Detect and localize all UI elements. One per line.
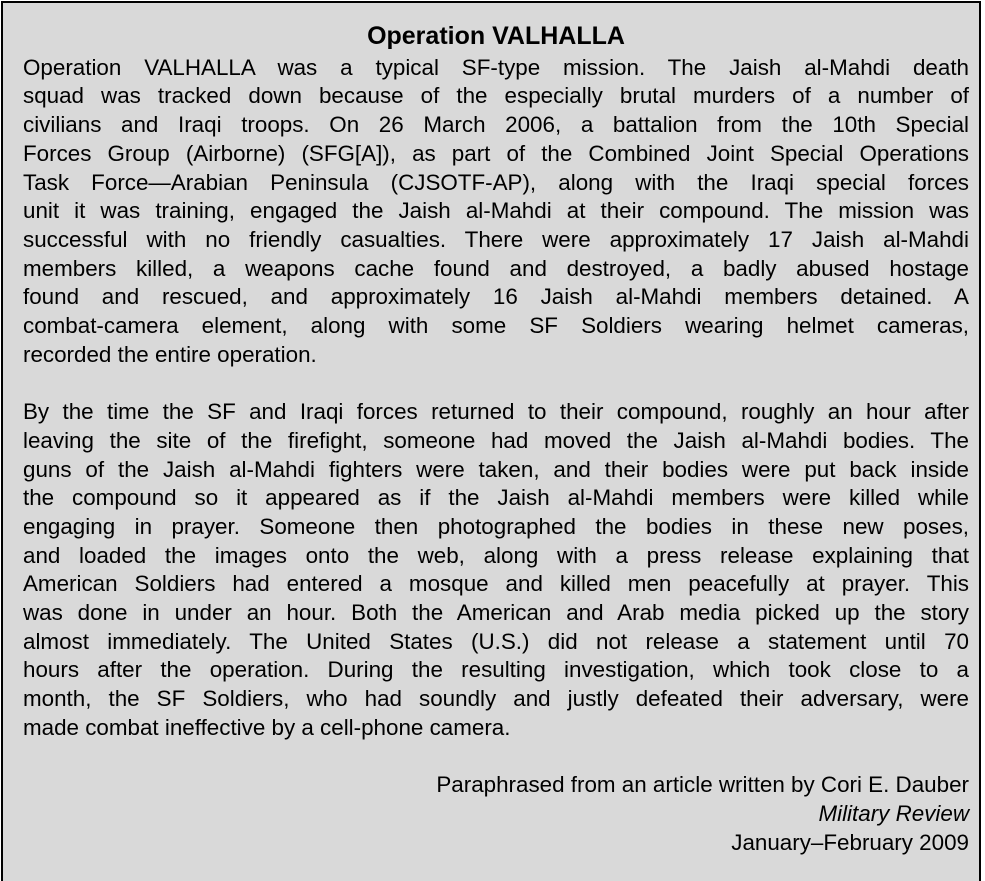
- text-line: American Soldiers had entered a mosque and killed men peacefully at prayer. This: [23, 571, 969, 597]
- text-line: recorded the entire operation.: [23, 341, 317, 367]
- paragraph-gap: [23, 743, 969, 772]
- text-line: combat-camera element, along with some SF Soldiers wearing helmet cameras,: [23, 313, 969, 339]
- text-line: the compound so it appeared as if the Jaish al-Mahdi members were killed while: [23, 485, 969, 511]
- text-line: guns of the Jaish al-Mahdi fighters were taken, and their bodies were put back inside: [23, 456, 969, 482]
- text-line: and loaded the images onto the web, along with a press release explaining that: [23, 542, 969, 568]
- text-line: unit it was training, engaged the Jaish al-Mahdi at their compound. The mission was: [23, 198, 969, 224]
- text-line: Forces Group (Airborne) (SFG[A]), as part of the Combined Joint Special Operations: [23, 140, 969, 166]
- sidebar-box: [1, 1, 981, 881]
- text-line: month, the SF Soldiers, who had soundly and justly defeated their adversary, were: [23, 686, 969, 712]
- text-line: made combat ineffective by a cell-phone camera.: [23, 714, 511, 740]
- text-line: members killed, a weapons cache found and destroyed, a badly abused hostage: [23, 255, 969, 281]
- paragraph-1: [23, 54, 969, 370]
- text-line: successful with no friendly casualties. There were approximately 17 Jaish al-Mahdi: [23, 226, 969, 252]
- text-line: Task Force—Arabian Peninsula (CJSOTF-AP), along with the Iraqi special forces: [23, 169, 969, 195]
- text-line: By the time the SF and Iraqi forces returned to their compound, roughly an hour after: [23, 399, 969, 425]
- text-line: found and rescued, and approximately 16 Jaish al-Mahdi members detained. A: [23, 284, 969, 310]
- text-line: Operation VALHALLA was a typical SF-type mission. The Jaish al-Mahdi death: [23, 54, 969, 80]
- text-line: civilians and Iraqi troops. On 26 March 2006, a battalion from the 10th Special: [23, 112, 969, 138]
- box-title: Operation VALHALLA: [367, 22, 625, 50]
- attribution-author: Paraphrased from an article written by Cori E. Dauber: [436, 772, 969, 798]
- text-line: leaving the site of the firefight, someone had moved the Jaish al-Mahdi bodies. The: [23, 427, 969, 453]
- text-line: almost immediately. The United States (U.S.) did not release a statement until 70: [23, 628, 969, 654]
- text-line: was done in under an hour. Both the American and Arab media picked up the story: [23, 600, 969, 626]
- attribution-source: Military Review: [818, 800, 969, 826]
- paragraph-2: [23, 398, 969, 742]
- attribution-date: January–February 2009: [731, 829, 969, 855]
- paragraph-gap: [23, 369, 969, 398]
- text-line: squad was tracked down because of the especially brutal murders of a number of: [23, 83, 969, 109]
- text-line: engaging in prayer. Someone then photographed the bodies in these new poses,: [23, 513, 969, 539]
- box-content: [23, 22, 969, 857]
- attribution: [23, 771, 969, 857]
- text-line: hours after the operation. During the resulting investigation, which took close to a: [23, 657, 969, 683]
